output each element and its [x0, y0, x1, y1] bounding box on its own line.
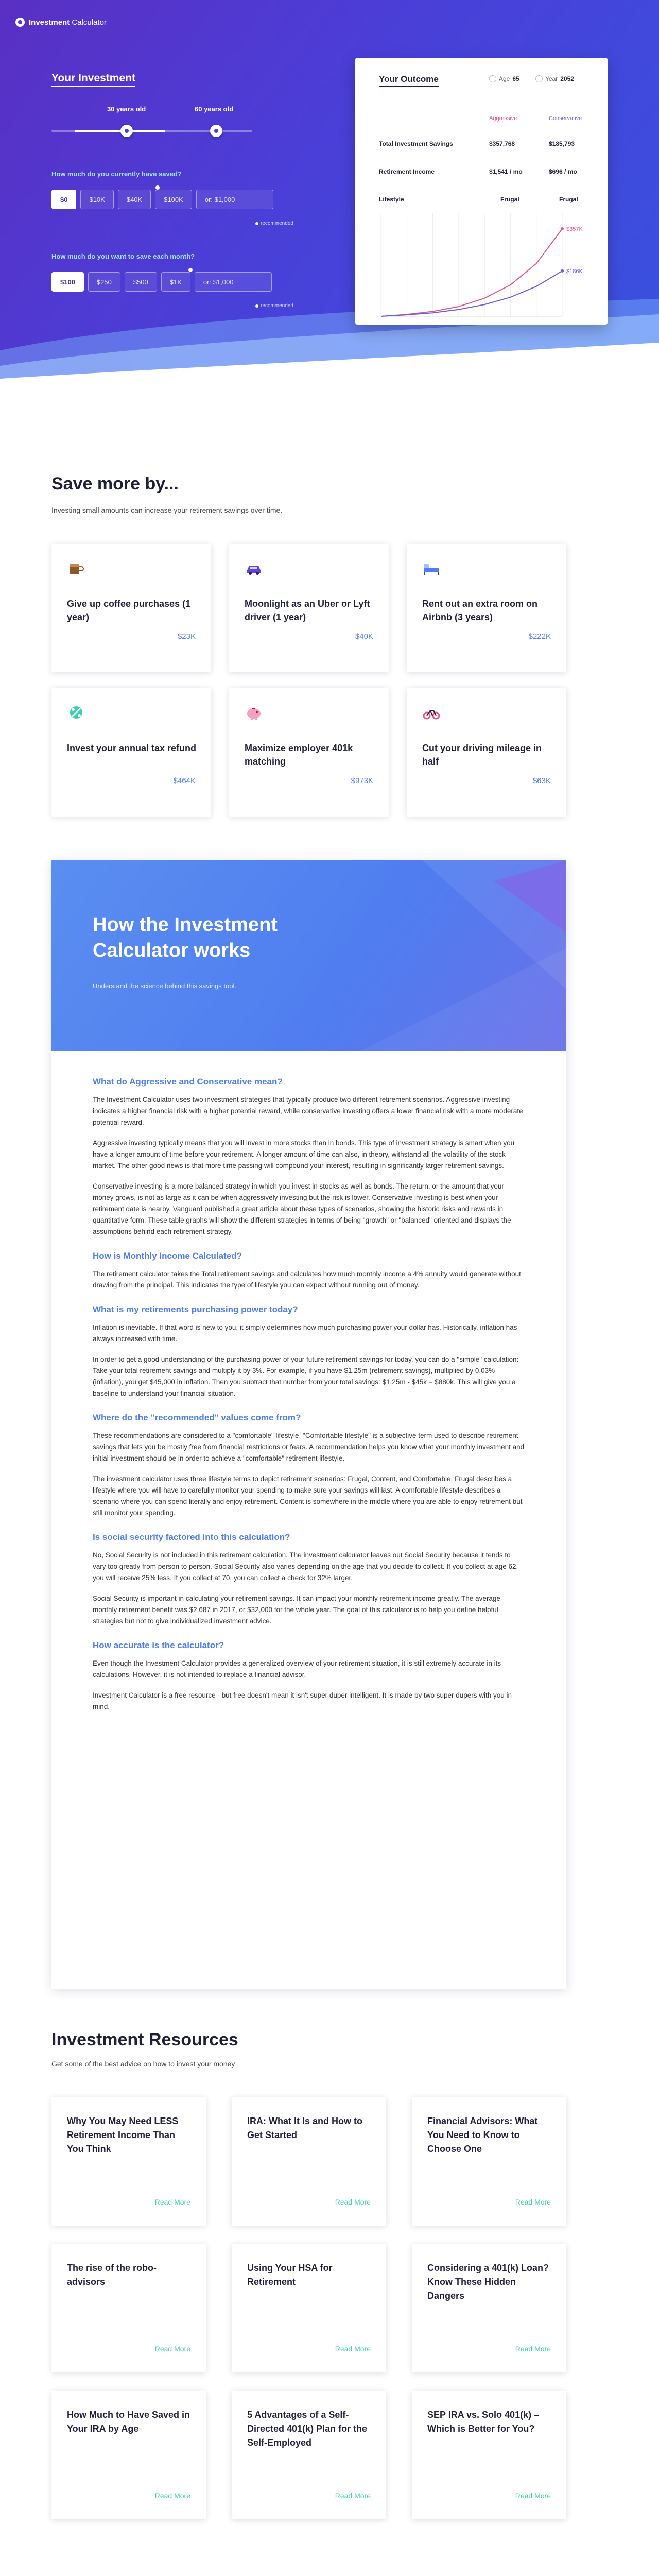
how-title: How the Investment Calculator works [93, 914, 278, 961]
outcome-card [355, 58, 608, 325]
read-more-link[interactable]: Read More [515, 2345, 551, 2353]
bed-icon [422, 559, 441, 578]
how-paragraph: Social Security is important in calculating your retirement savings. It can impact your monthly retirement income greatly. The average monthly retirement benefit was $2,687 in 2017, or $32,000 for the whole year. The goal of this calculator is to help you define helpful strategies but not to give individualized investment advice. [93, 1595, 500, 1625]
recommended-dot-icon [255, 304, 258, 308]
current-age-label: 30 years old [107, 105, 146, 113]
resource-title: Considering a 401(k) Loan? Know These Hidden Dangers [427, 2263, 549, 2301]
resource-title: Why You May Need LESS Retirement Income Than You Think [67, 2116, 179, 2154]
saved-custom-input[interactable]: or: $1,000 [196, 190, 273, 209]
radio-icon [489, 75, 496, 82]
save-card[interactable] [229, 688, 389, 817]
saved-option-10k[interactable]: $10K [80, 190, 113, 209]
how-paragraph: The investment calculator uses three lifestyle terms to depict retirement scenarios: Frugal, Content, and Comfortable. Frugal describes a lifestyle where you will have to carefully monitor your spending to make sure your savings will last. A comfortable lifestyle describes a scenario where you can spend literally and enjoy retirement. Content is somewhere in the middle where you are able to enjoy retirement but still monitor your spending. [93, 1475, 523, 1517]
read-more-link[interactable]: Read More [335, 2345, 371, 2353]
toggle-age-label: Age [499, 75, 510, 82]
save-card[interactable] [407, 544, 566, 672]
how-paragraph: Even though the Investment Calculator provides a generalized overview of your retirement situation, it is still extremely accurate in its calculations. However, it is not intended to replace a financial advisor. [93, 1659, 501, 1679]
chart-end-point-conservative [561, 269, 564, 273]
how-it-works-card [51, 860, 566, 1989]
resource-title: SEP IRA vs. Solo 401(k) – Which is Better for You? [427, 2410, 540, 2434]
resources-subtitle: Get some of the best advice on how to invest your money [51, 2060, 235, 2068]
car-icon [245, 559, 263, 578]
how-heading: How accurate is the calculator? [93, 1640, 224, 1650]
toggle-year-label: Year [545, 75, 558, 82]
how-heading: How is Monthly Income Calculated? [93, 1251, 242, 1261]
recommended-label: recommended [261, 221, 293, 226]
how-heading: Where do the "recommended" values come from? [93, 1413, 301, 1422]
brand-name-rest: Calculator [70, 18, 107, 27]
row-total-savings [379, 138, 585, 150]
resource-card[interactable] [412, 2244, 566, 2372]
month-option-500[interactable]: $500 [125, 272, 157, 292]
radio-icon [535, 75, 543, 82]
saved-question: How much do you currently have saved? [51, 170, 182, 178]
read-more-link[interactable]: Read More [335, 2492, 371, 2500]
row-aggressive-value: $357,768 [489, 140, 515, 147]
row-label: Retirement Income [379, 168, 435, 175]
how-paragraph: Conservative investing is a more balanced strategy in which you invest in stocks as well as bonds. The return, or the amount that your money grows, is not as large as it can be when aggressively investing but the risk is lower. Conservative investing is best when your retirement date is nearby. Vanguard published a great article about these types of scenarios, showing the historic risks and rewards in quantitative form. These table graphs will show the different strategies in terms of being "growth" or "balanced" oriented and displays the assumptions behind each retirement strategy. [93, 1182, 511, 1235]
row-conservative-value: $185,793 [549, 140, 575, 147]
current-age-handle[interactable] [120, 125, 133, 137]
saved-recommended-note [255, 221, 293, 226]
month-custom-input[interactable]: or: $1,000 [195, 272, 272, 292]
how-paragraph: Aggressive investing typically means that you will invest in more stocks than in bonds. This type of investment strategy is smart when you have a longer amount of time before your retirement. A longer amount of time can also, in theory, withstand all the volatility of the stock market. The other good news is that more time passing will compound your interest, resulting in significantly larger retirement savings. [93, 1139, 515, 1170]
resource-title: Using Your HSA for Retirement [247, 2263, 333, 2287]
hero-section [0, 0, 659, 392]
save-card[interactable] [407, 688, 566, 817]
resource-title: How Much to Have Saved in Your IRA by Age [67, 2410, 190, 2434]
bicycle-icon [422, 703, 441, 722]
resources-title: Investment Resources [51, 2030, 238, 2049]
read-more-link[interactable]: Read More [154, 2198, 190, 2206]
age-labels [51, 105, 252, 115]
row-label: Lifestyle [379, 196, 404, 203]
resource-title: IRA: What It Is and How to Get Started [247, 2116, 362, 2140]
row-aggressive-value: $1,541 / mo [489, 168, 523, 175]
chart-end-point-aggressive [561, 227, 564, 230]
chart-end-label-conservative: $186K [566, 268, 583, 275]
how-body [93, 1077, 525, 1722]
read-more-link[interactable]: Read More [154, 2492, 190, 2500]
save-more-title: Save more by... [51, 474, 179, 494]
read-more-link[interactable]: Read More [154, 2345, 190, 2353]
resource-title: The rise of the robo-advisors [67, 2263, 157, 2287]
how-heading: What do Aggressive and Conservative mean? [93, 1077, 283, 1087]
how-paragraph: No, Social Security is not included in this retirement calculation. The investment calculator leaves out Social Security because it tends to vary too greatly from person to person. Social Security also varies depending on the age that you decide to collect. If you collect at age 62, you will receive 25% less. If you collect at 70, you can collect a check for 32% larger. [93, 1551, 518, 1582]
chart-end-label-aggressive: $357K [566, 226, 583, 232]
save-card-title: Maximize employer 401k matching [245, 743, 353, 767]
how-paragraph: The Investment Calculator uses two investment strategies that typically produce two different retirement scenarios. Aggressive investing indicates a higher financial risk with a higher potential reward, while conservative investing offers a lower financial risk with a more moderate potential reward. [93, 1096, 523, 1126]
tax-refund-icon [67, 703, 85, 722]
toggle-year[interactable] [535, 75, 574, 82]
save-card-value: $23K [177, 632, 196, 641]
save-card[interactable] [51, 688, 211, 817]
month-recommended-note [255, 303, 293, 309]
piggy-bank-icon [245, 703, 263, 722]
read-more-link[interactable]: Read More [515, 2198, 551, 2206]
row-conservative-value: $696 / mo [549, 168, 577, 175]
toggle-age-value: 65 [512, 75, 519, 82]
month-options [51, 272, 272, 292]
coffee-icon [67, 559, 85, 578]
age-slider-fill [75, 130, 165, 132]
col-aggressive: Aggressive [489, 115, 517, 122]
resource-card[interactable] [412, 2391, 566, 2519]
how-paragraph: Inflation is inevitable. If that word is new to you, it simply determines how much purchasing power your dollar has. Historically, inflation has always increased with time. [93, 1324, 517, 1343]
resource-card[interactable] [51, 2391, 206, 2519]
save-card-title: Invest your annual tax refund [67, 743, 197, 753]
how-heading: What is my retirements purchasing power today? [93, 1304, 298, 1314]
save-card-value: $222K [528, 632, 551, 641]
save-card-title: Cut your driving mileage in half [422, 743, 542, 767]
recommended-label: recommended [261, 303, 293, 309]
save-card-title: Rent out an extra room on Airbnb (3 years) [422, 599, 538, 622]
resource-card[interactable] [412, 2097, 566, 2226]
recommended-dot-icon [255, 222, 258, 225]
chart-series-line-conservative [381, 271, 562, 316]
investment-title: Your Investment [51, 72, 135, 87]
how-hero [51, 860, 566, 1051]
row-retirement-income [379, 166, 585, 178]
growth-chart [379, 206, 590, 320]
save-card-title: Moonlight as an Uber or Lyft driver (1 year) [245, 599, 370, 622]
resource-card[interactable] [232, 2244, 386, 2372]
row-aggressive-value[interactable]: Frugal [500, 196, 519, 203]
read-more-link[interactable]: Read More [515, 2492, 551, 2500]
resource-card[interactable] [232, 2391, 386, 2519]
row-label: Total Investment Savings [379, 140, 453, 147]
save-card-title: Give up coffee purchases (1 year) [67, 599, 191, 622]
saved-option-100k[interactable]: $100K [155, 190, 192, 209]
row-conservative-value[interactable]: Frugal [559, 196, 578, 203]
month-option-100[interactable]: $100 [51, 272, 84, 292]
retire-age-label: 60 years old [195, 105, 234, 113]
retire-age-handle[interactable] [210, 125, 222, 137]
month-option-1k[interactable]: $1K [161, 272, 190, 292]
month-recommended-marker [188, 268, 193, 272]
resource-card[interactable] [51, 2244, 206, 2372]
brand-logo[interactable] [15, 18, 107, 27]
saved-recommended-marker [155, 185, 160, 190]
row-lifestyle [379, 194, 585, 206]
save-card-value: $973K [351, 776, 373, 785]
brand-name-bold: Investment [29, 18, 70, 27]
month-question: How much do you want to save each month? [51, 252, 195, 260]
save-card[interactable] [51, 544, 211, 672]
saved-option-0[interactable]: $0 [51, 190, 76, 209]
col-conservative: Conservative [549, 115, 582, 122]
how-paragraph: Investment Calculator is a free resource - but free doesn't mean it isn't super duper intelligent. It is made by two super dupers with you in mind. [93, 1691, 512, 1710]
save-card[interactable] [229, 544, 389, 672]
how-hero-decoration [360, 860, 566, 1051]
how-heading: Is social security factored into this calculation? [93, 1532, 290, 1542]
how-subtitle: Understand the science behind this savings tool. [93, 982, 236, 990]
save-card-value: $40K [355, 632, 373, 641]
read-more-link[interactable]: Read More [335, 2198, 371, 2206]
toggle-age[interactable] [489, 75, 519, 82]
saved-options [51, 190, 273, 209]
how-paragraph: The retirement calculator takes the Total retirement savings and calculates how much monthly income a 4% annuity would generate without drawing from the principal. This indicates the type of lifestyle you can expect without running out of money. [93, 1270, 521, 1289]
resource-card[interactable] [51, 2097, 206, 2226]
chart-series-line-aggressive [381, 229, 562, 316]
month-option-250[interactable]: $250 [88, 272, 120, 292]
logo-icon [15, 18, 25, 27]
resource-title: 5 Advantages of a Self-Directed 401(k) Plan for the Self-Employed [247, 2410, 368, 2448]
saved-option-40k[interactable]: $40K [118, 190, 151, 209]
save-card-value: $63K [532, 776, 551, 785]
outcome-title: Your Outcome [379, 74, 439, 87]
how-paragraph: These recommendations are considered to a "comfortable" lifestyle. "Comfortable lifestyle" is a subjective term used to describe retirement savings that lets you be mostly free from financial restrictions or fears. A recommendation helps you know what your monthly investment and initial investment should be in order to achieve a "comfortable" retirement lifestyle. [93, 1432, 525, 1462]
toggle-year-value: 2052 [560, 75, 574, 82]
how-paragraph: In order to get a good understanding of the purchasing power of your future retirement savings for today, you can do a "simple" calculation: Take your total retirement savings and multiply it by 3%. For example, if you have $1.25m (retirement savings), multiplied by 0.03% (inflation), you get $45,000 in inflation. Then you subtract that number from your total savings: $1.25m - $45k = $880k. This will give you a baseline to understand your financial situation. [93, 1355, 519, 1397]
resource-title: Financial Advisors: What You Need to Know to Choose One [427, 2116, 538, 2154]
save-more-subtitle: Investing small amounts can increase your retirement savings over time. [51, 506, 283, 514]
resource-card[interactable] [232, 2097, 386, 2226]
save-card-value: $464K [173, 776, 196, 785]
